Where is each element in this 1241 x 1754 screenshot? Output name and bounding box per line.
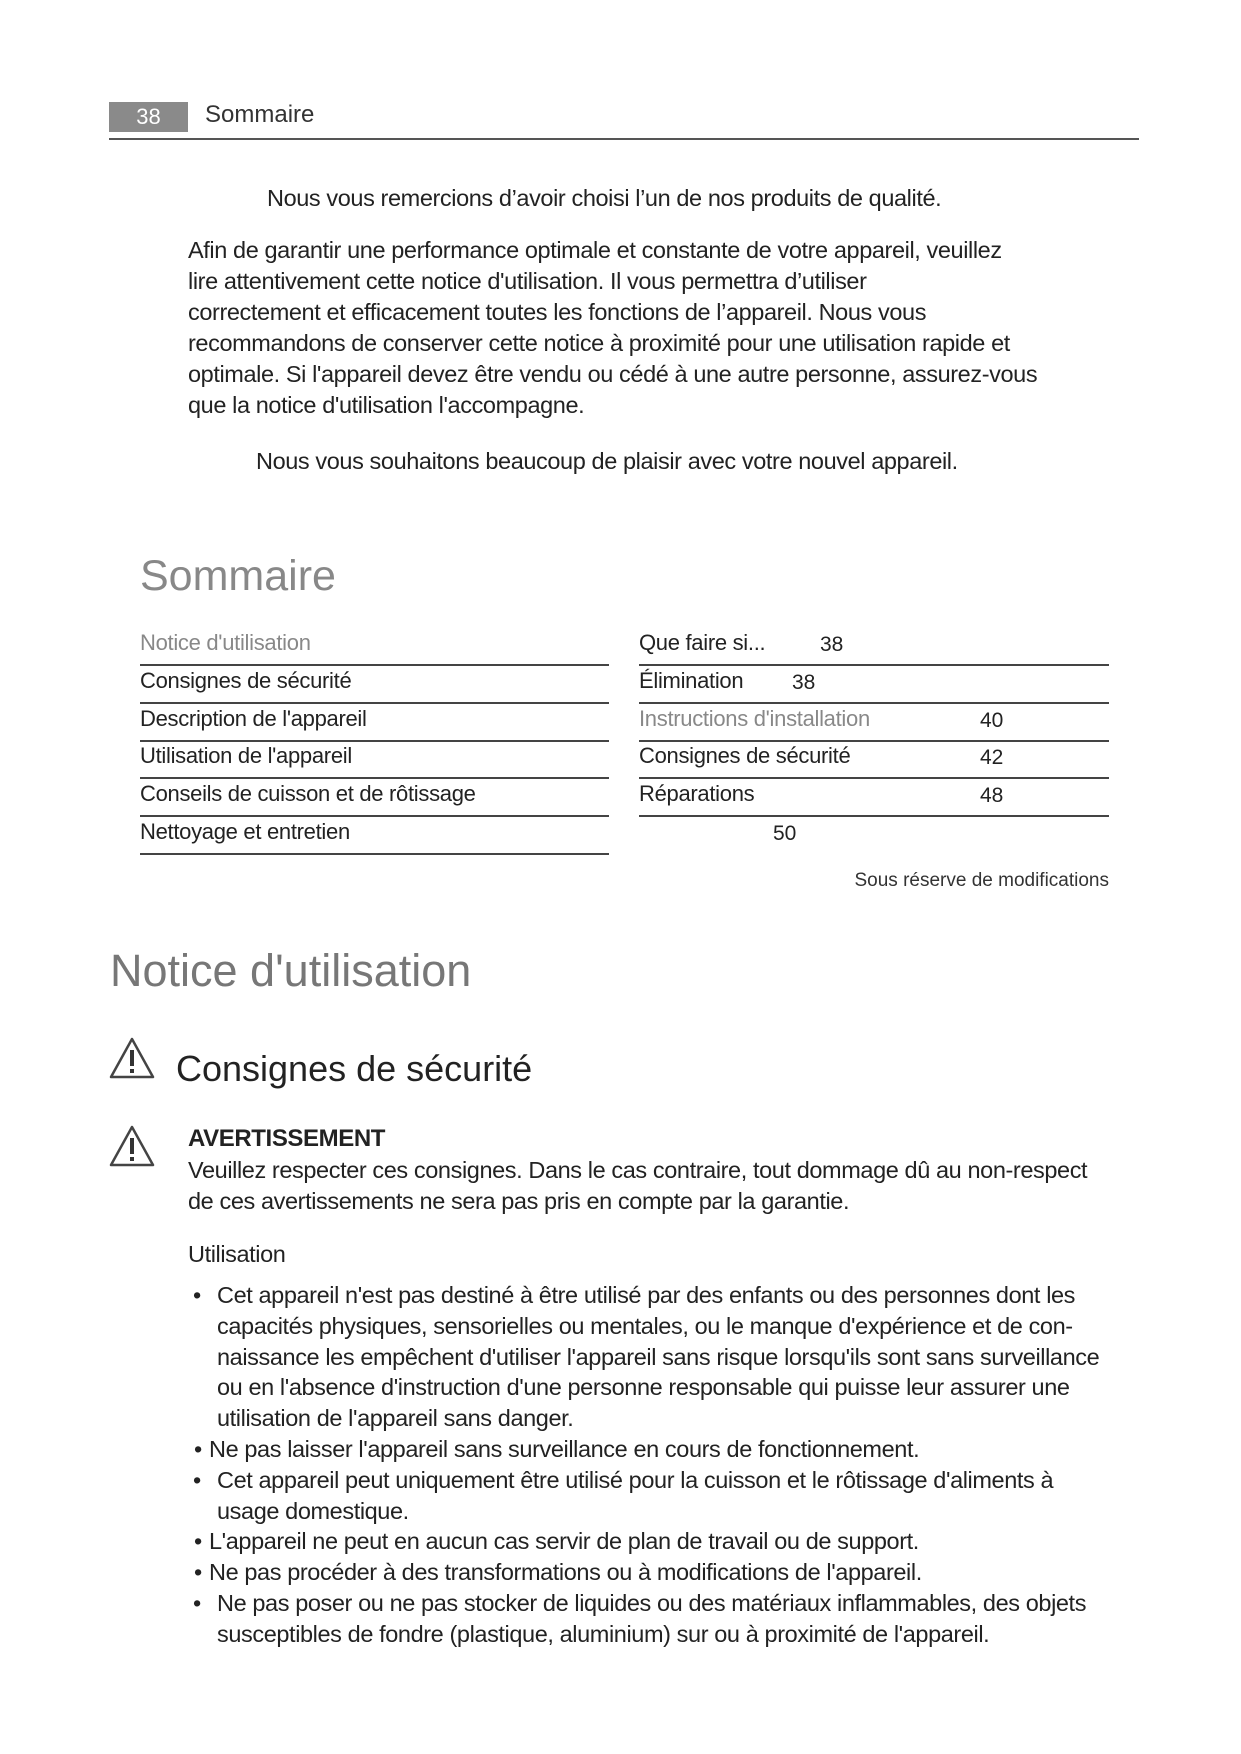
paragraph-line: correctement et efficacement toutes les fonctions de l’appareil. Nous vous bbox=[188, 299, 927, 325]
paragraph-line: Afin de garantir une performance optimale et constante de votre appareil, veuillez bbox=[188, 237, 1002, 263]
bullet-dot: • bbox=[194, 1559, 202, 1586]
bullet-text: susceptibles de fondre (plastique, aluminium) sur ou à proximité de l'appareil. bbox=[217, 1620, 990, 1647]
header-title: Sommaire bbox=[205, 101, 315, 128]
bullet-text: L'appareil ne peut en aucun cas servir de plan de travail ou de support. bbox=[209, 1528, 919, 1555]
bullet-text: capacités physiques, sensorielles ou mentales, ou le manque d'expérience et de con- bbox=[217, 1312, 1073, 1339]
warning-line: de ces avertissements ne sera pas pris en compte par la garantie. bbox=[188, 1188, 850, 1214]
section-title: Notice d'utilisation bbox=[110, 945, 472, 996]
toc-page-number: 42 bbox=[980, 746, 1004, 769]
toc-page-number: 38 bbox=[792, 671, 816, 694]
toc-note: Sous réserve de modifications bbox=[854, 870, 1109, 891]
toc-entry: Instructions d'installation bbox=[639, 702, 1109, 742]
bullet-text: utilisation de l'appareil sans danger. bbox=[217, 1405, 574, 1432]
bullet-dot: • bbox=[194, 1528, 202, 1555]
bullet-dot: • bbox=[194, 1436, 202, 1462]
section-subtitle: Consignes de sécurité bbox=[176, 1048, 533, 1089]
intro-paragraph bbox=[188, 235, 1037, 421]
toc-entry: Nettoyage et entretien bbox=[140, 815, 609, 855]
toc-entry: Consignes de sécurité bbox=[639, 739, 1109, 779]
paragraph-line: lire attentivement cette notice d'utilisation. Il vous permettra d’utiliser bbox=[188, 268, 867, 294]
paragraph-line: que la notice d'utilisation l'accompagne. bbox=[188, 392, 585, 418]
toc-entry: Consignes de sécurité bbox=[140, 664, 609, 704]
bullet-text: Cet appareil peut uniquement être utilisé pour la cuisson et le rôtissage d'aliments à bbox=[217, 1466, 1054, 1493]
warning-title: AVERTISSEMENT bbox=[188, 1125, 386, 1152]
bullet-text: naissance les empêchent d'utiliser l'appareil sans risque lorsqu'ils sont sans surveillance bbox=[217, 1343, 1100, 1370]
toc-entry: Élimination bbox=[639, 664, 1109, 704]
subheading-utilisation: Utilisation bbox=[188, 1241, 286, 1267]
intro-thanks: Nous vous remercions d’avoir choisi l’un de nos produits de qualité. bbox=[267, 185, 942, 211]
bullet-text: ou en l'absence d'instruction d'une personne responsable qui puisse leur assurer une bbox=[217, 1374, 1070, 1401]
bullet-text: Cet appareil n'est pas destiné à être utilisé par des enfants ou des personnes dont les bbox=[217, 1282, 1076, 1308]
toc-entry: Que faire si... bbox=[639, 626, 1109, 666]
toc-page-number: 38 bbox=[820, 633, 844, 656]
toc-entry: Notice d'utilisation bbox=[140, 626, 609, 666]
bullet-dot: • bbox=[193, 1590, 201, 1616]
warning-text bbox=[188, 1155, 1087, 1217]
warning-icon bbox=[108, 1124, 156, 1173]
toc-entry: Réparations bbox=[639, 777, 1109, 817]
paragraph-line: recommandons de conserver cette notice à proximité pour une utilisation rapide et bbox=[188, 330, 1010, 356]
header-divider bbox=[109, 138, 1139, 140]
bullet-text: Ne pas procéder à des transformations ou à modifications de l'appareil. bbox=[209, 1559, 922, 1586]
bullet-text: Ne pas poser ou ne pas stocker de liquides ou des matériaux inflammables, des objets bbox=[217, 1590, 1087, 1616]
bullet-dot: • bbox=[193, 1466, 201, 1493]
toc-entry: Description de l'appareil bbox=[140, 702, 609, 742]
bullet-dot: • bbox=[193, 1282, 201, 1308]
warning-line: Veuillez respecter ces consignes. Dans le cas contraire, tout dommage dû au non-respect bbox=[188, 1157, 1088, 1183]
page-number: 38 bbox=[109, 102, 188, 132]
intro-wish: Nous vous souhaitons beaucoup de plaisir avec votre nouvel appareil. bbox=[256, 448, 958, 474]
paragraph-line: optimale. Si l'appareil devez être vendu ou cédé à une autre personne, assurez-vous bbox=[188, 361, 1038, 387]
bullet-text: Ne pas laisser l'appareil sans surveillance en cours de fonctionnement. bbox=[209, 1436, 920, 1462]
bullet-text: usage domestique. bbox=[217, 1497, 409, 1524]
toc-title: Sommaire bbox=[140, 552, 336, 600]
toc-page-number: 48 bbox=[980, 784, 1004, 807]
toc-entry: Conseils de cuisson et de rôtissage bbox=[140, 777, 609, 817]
warning-icon bbox=[108, 1036, 156, 1085]
toc-entry: Utilisation de l'appareil bbox=[140, 739, 609, 779]
toc-page-number: 40 bbox=[980, 709, 1004, 732]
toc-page-number: 50 bbox=[773, 822, 797, 845]
